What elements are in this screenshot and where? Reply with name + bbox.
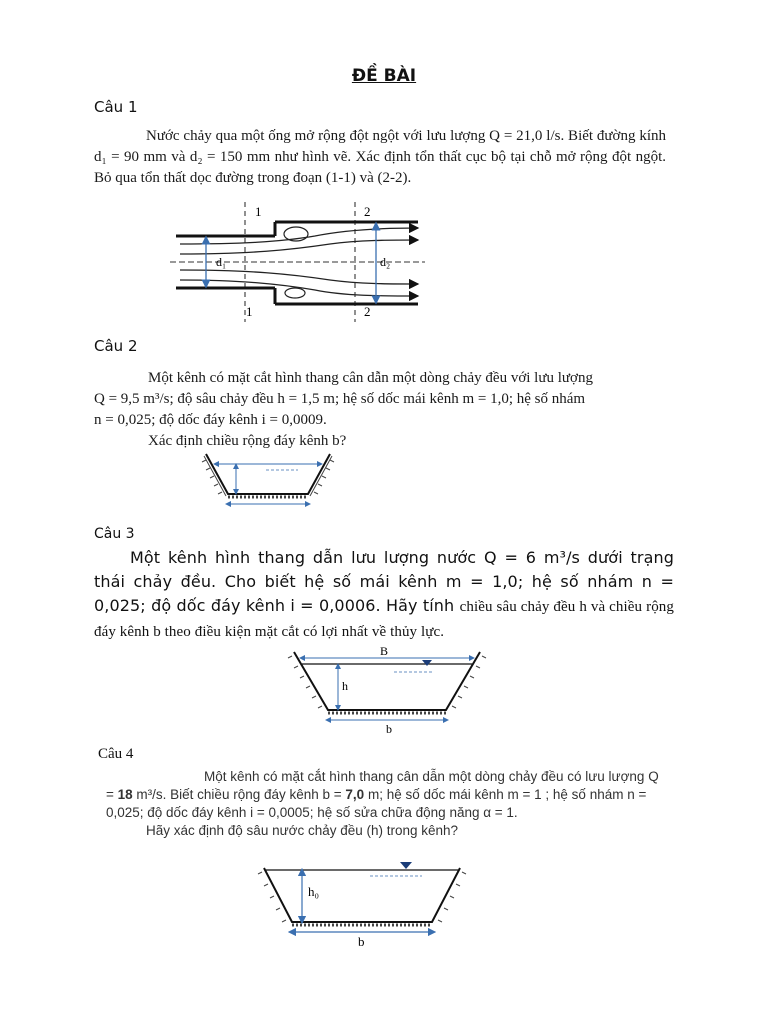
question-2-line-4: Xác định chiều rộng đáy kênh b? bbox=[148, 433, 347, 449]
question-3-text bbox=[94, 546, 674, 644]
question-4-line-1: Một kênh có mặt cắt hình thang cân dẫn một dòng chảy đều có lưu lượng Q bbox=[204, 769, 659, 784]
question-2-heading: Câu 2 bbox=[94, 337, 138, 355]
d1-label: d₁ bbox=[216, 255, 227, 269]
question-3-text-sans: Một kênh hình thang dẫn lưu lượng nước Q = 6 m³/s dưới trạng thái chảy đều. Cho biết hệ số mái kênh m = 1,0; hệ số nhám n = 0,025; độ dốc đáy kênh i = 0,0006. Hãy tính bbox=[94, 548, 674, 615]
bottom-b-label: b bbox=[358, 934, 365, 949]
question-3-text-serif: chiều sâu chảy đều h và chiều rộng đáy kênh b theo điều kiện mặt cắt có lợi nhất về thủy lực. bbox=[94, 599, 674, 640]
page-title: ĐỀ BÀI bbox=[351, 66, 417, 86]
question-2-text bbox=[94, 368, 674, 452]
d2-label: d₂ bbox=[380, 255, 391, 269]
depth-h-label: h bbox=[342, 679, 348, 693]
section-1-bottom-label: 1 bbox=[246, 304, 253, 319]
question-2-line-1: Một kênh có mặt cắt hình thang cân dẫn một dòng chảy đều với lưu lượng bbox=[148, 370, 593, 386]
question-1-heading: Câu 1 bbox=[94, 98, 138, 116]
question-4-channel-figure bbox=[252, 856, 478, 952]
question-3-heading: Câu 3 bbox=[94, 526, 135, 542]
depth-h0-label: h₀ bbox=[308, 884, 320, 899]
question-2-line-2: Q = 9,5 m³/s; độ sâu chảy đều h = 1,5 m; hệ số dốc mái kênh m = 1,0; hệ số nhám bbox=[94, 391, 586, 407]
width-B-label: B bbox=[380, 644, 389, 658]
section-1-top-label: 1 bbox=[255, 204, 262, 219]
question-3-channel-figure bbox=[284, 642, 496, 738]
question-4-line-4: Hãy xác định độ sâu nước chảy đều (h) trong kênh? bbox=[146, 823, 459, 838]
question-2-line-3: n = 0,025; độ dốc đáy kênh i = 0,0009. bbox=[94, 412, 327, 428]
bottom-b-label: b bbox=[386, 722, 392, 736]
question-4-line-2: = 18 m³/s. Biết chiều rộng đáy kênh b = 7,0 m; hệ số dốc mái kênh m = 1 ; hệ số nhám n = bbox=[106, 787, 647, 802]
question-1-text: Nước chảy qua một ống mở rộng đột ngột với lưu lượng Q = 21,0 l/s. Biết đường kính d₁ = 90 mm và d₂ = 150 mm như hình vẽ. Xác định tổn thất cục bộ tại chỗ mở rộng đột ngột. Bỏ qua tổn thất dọc đường trong đoạn (1-1) và (2-2). bbox=[94, 128, 666, 186]
section-2-top-label: 2 bbox=[364, 204, 371, 219]
section-2-bottom-label: 2 bbox=[364, 304, 371, 319]
question-4-text bbox=[106, 768, 678, 840]
question-2-channel-figure bbox=[198, 448, 338, 510]
question-1-pipe-figure bbox=[140, 196, 440, 326]
question-4-line-3: 0,025; độ dốc đáy kênh i = 0,0005; hệ số sửa chữa động năng α = 1. bbox=[106, 805, 518, 820]
question-4-heading: Câu 4 bbox=[98, 746, 134, 762]
